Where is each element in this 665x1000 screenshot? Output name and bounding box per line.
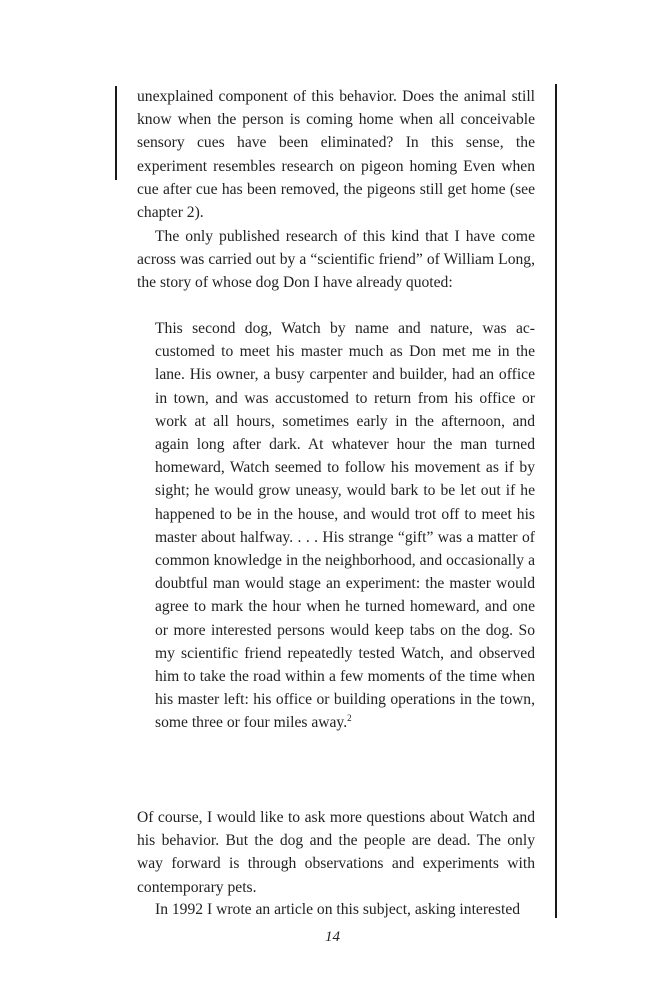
paragraph-text: Of course, I would like to ask more questions about Watch and his behavior. But the dog and the people are dead. The only way forward is through observations and experiments with contemporary pets. [137,809,535,896]
block-quote-text: This second dog, Watch by name and nature, was accustomed to meet his master much as Don met me in the lane. His owner, a busy carpenter and builder, had an office in town, and was accustomed to return from his office or work at all hours, sometimes early in the afternoon, and again long after dark. At whatever hour the man turned homeward, Watch seemed to follow his movement as if by sight; he would grow uneasy, would bark to be let out if he happened to be in the house, and would trot off to meet his master about halfway. . . . His strange “gift” was a matter of common knowledge in the neighborhood, and occasionally a doubtful man would stage an experiment: the master would agree to mark the hour when he turned homeward, and one or more interested persons would keep tabs on the dog. So my scientific friend repeatedly tested Watch, and observed him to take the road within a few moments of the time when his master left: his office or building operations in the town, some three or four miles away. [155,320,535,732]
block-quote-body [155,317,535,735]
body-paragraph-1 [137,85,535,224]
page-number: 14 [325,929,340,945]
body-paragraph-2 [137,225,535,295]
footnote-marker: 2 [347,713,352,724]
left-margin-rule [115,86,117,180]
block-quote [155,317,535,735]
paragraph-text: In 1992 I wrote an article on this subject, asking interested [155,901,521,918]
body-paragraph-4 [137,898,535,921]
paragraph-text: unexplained component of this behavior. Does the animal still know when the person is coming home when all conceivable sensory cues have been eliminated? In this sense, the experiment resembles research on pigeon homing Even when cue after cue has been removed, the pigeons still get home (see chapter 2). [137,88,535,222]
body-paragraph-3 [137,806,535,899]
paragraph-text: The only published research of this kind that I have come across was carried out by a “scientific friend” of William Long, the story of whose dog Don I have already quoted: [137,228,535,292]
right-margin-rule [555,84,557,918]
